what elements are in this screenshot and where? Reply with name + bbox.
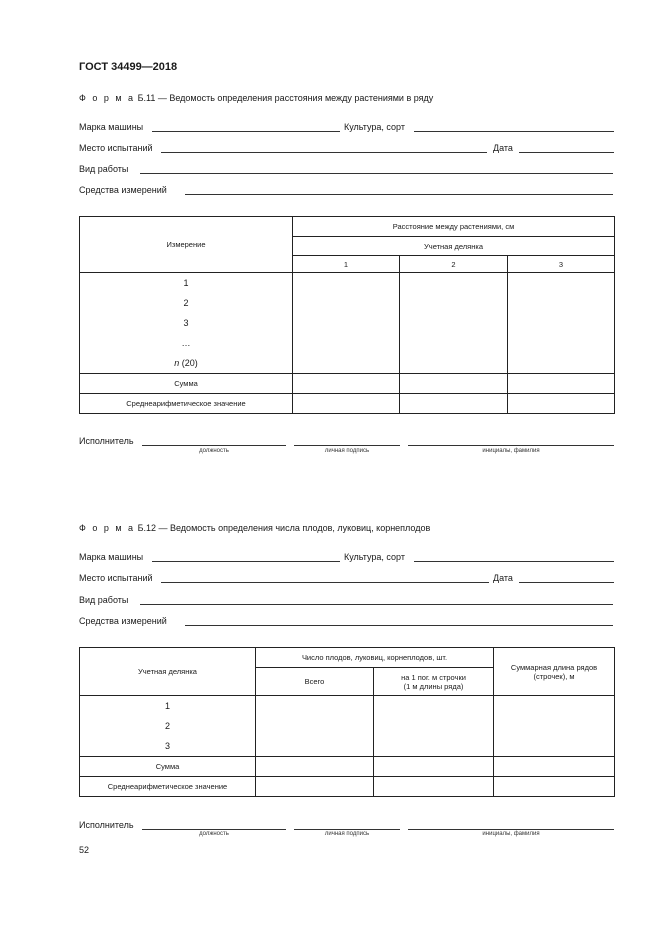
cell-sum-total[interactable]: [256, 757, 374, 777]
signature-name-line[interactable]: [408, 445, 614, 446]
cell-mean-total[interactable]: [256, 777, 374, 797]
field-tools-line[interactable]: [185, 625, 613, 626]
row-sum-label: Сумма: [80, 374, 293, 394]
field-label-machine: Марка машины: [79, 122, 144, 132]
signature-label: Исполнитель: [79, 820, 134, 830]
row-length-line2: (строчек), м: [533, 671, 575, 681]
cell-mean-1[interactable]: [293, 394, 400, 414]
n-count: (20): [181, 358, 198, 368]
measurement-numbers: [80, 273, 293, 374]
row-mean-label: Среднеарифметическое значение: [80, 394, 293, 414]
col-header-count: Число плодов, луковиц, корнеплодов, шт.: [256, 648, 494, 668]
measurement-row-label: …: [181, 338, 191, 348]
col-header-per-meter: [374, 668, 494, 696]
field-label-tools: Средства измерений: [79, 185, 167, 195]
cell-sum-row-length[interactable]: [494, 757, 615, 777]
field-work-line[interactable]: [140, 173, 613, 174]
form-b11-table: [79, 216, 615, 414]
per-meter-line1: на 1 пог. м строчки: [401, 672, 466, 682]
col-header-plot-3: 3: [508, 256, 615, 273]
plot-numbers: [80, 696, 256, 757]
field-culture-line[interactable]: [414, 561, 614, 562]
col-header-plot-2: 2: [400, 256, 508, 273]
field-label-culture: Культура, сорт: [344, 552, 405, 562]
signature-sign-line[interactable]: [294, 445, 400, 446]
form-b12-title: [79, 523, 430, 533]
signature-label: Исполнитель: [79, 436, 134, 446]
col-header-row-length: [494, 648, 615, 696]
cell-mean-3[interactable]: [508, 394, 615, 414]
field-label-place: Место испытаний: [79, 143, 153, 153]
cell-plot-2[interactable]: [400, 273, 508, 374]
plot-row-label: 1: [164, 701, 170, 711]
cell-sum-1[interactable]: [293, 374, 400, 394]
cell-sum-per-meter[interactable]: [374, 757, 494, 777]
page-number: 52: [79, 845, 90, 855]
cell-sum-3[interactable]: [508, 374, 615, 394]
form-title-text: Б.11 — Ведомость определения расстояния между растениями в ряду: [137, 93, 434, 103]
col-header-plot: Учетная делянка: [80, 648, 256, 696]
caption-signature: личная подпись: [324, 831, 370, 837]
row-sum-label: Сумма: [80, 757, 256, 777]
field-place-line[interactable]: [161, 152, 487, 153]
row-mean-label: Среднеарифметическое значение: [80, 777, 256, 797]
col-header-distance: Расстояние между растениями, см: [293, 217, 615, 237]
measurement-row-label: 2: [183, 298, 189, 308]
field-label-tools: Средства измерений: [79, 616, 167, 626]
cell-mean-2[interactable]: [400, 394, 508, 414]
document-header: ГОСТ 34499—2018: [79, 61, 178, 73]
field-label-date: Дата: [493, 143, 513, 153]
form-prefix: Ф о р м а: [79, 93, 136, 103]
field-machine-line[interactable]: [152, 561, 340, 562]
signature-name-line[interactable]: [408, 829, 614, 830]
field-label-work: Вид работы: [79, 164, 129, 174]
field-tools-line[interactable]: [185, 194, 613, 195]
field-date-line[interactable]: [519, 152, 614, 153]
caption-position: должность: [199, 448, 229, 454]
cell-plot-3[interactable]: [508, 273, 615, 374]
field-culture-line[interactable]: [414, 131, 614, 132]
signature-sign-line[interactable]: [294, 829, 400, 830]
measurement-row-label-n: [80, 353, 292, 373]
field-label-machine: Марка машины: [79, 552, 144, 562]
cell-per-meter[interactable]: [374, 696, 494, 757]
plot-row-label: 3: [164, 741, 170, 751]
caption-position: должность: [199, 831, 229, 837]
measurement-row-label: 1: [183, 278, 189, 288]
form-title-text: Б.12 — Ведомость определения числа плодов, луковиц, корнеплодов: [137, 523, 431, 533]
cell-mean-row-length[interactable]: [494, 777, 615, 797]
caption-name: инициалы, фамилия: [482, 831, 540, 837]
row-length-line1: Суммарная длина рядов: [510, 662, 598, 672]
n-italic: n: [174, 358, 180, 368]
field-machine-line[interactable]: [152, 131, 340, 132]
field-place-line[interactable]: [161, 582, 489, 583]
caption-name: инициалы, фамилия: [482, 448, 540, 454]
cell-mean-per-meter[interactable]: [374, 777, 494, 797]
field-label-work: Вид работы: [79, 595, 129, 605]
form-b12-table: [79, 647, 615, 797]
signature-position-line[interactable]: [142, 829, 286, 830]
form-prefix: Ф о р м а: [79, 523, 136, 533]
field-label-culture: Культура, сорт: [344, 122, 405, 132]
col-header-plot-1: 1: [293, 256, 400, 273]
col-header-plot: Учетная делянка: [293, 237, 615, 256]
col-header-total: Всего: [256, 668, 374, 696]
field-label-date: Дата: [493, 573, 513, 583]
cell-total[interactable]: [256, 696, 374, 757]
cell-row-length[interactable]: [494, 696, 615, 757]
col-header-measure: Измерение: [80, 217, 293, 273]
form-b11-title: [79, 93, 433, 103]
cell-sum-2[interactable]: [400, 374, 508, 394]
field-work-line[interactable]: [140, 604, 613, 605]
measurement-row-label: 3: [183, 318, 189, 328]
per-meter-line2: (1 м длины ряда): [403, 681, 464, 691]
signature-position-line[interactable]: [142, 445, 286, 446]
cell-plot-1[interactable]: [293, 273, 400, 374]
field-date-line[interactable]: [519, 582, 614, 583]
caption-signature: личная подпись: [324, 448, 370, 454]
field-label-place: Место испытаний: [79, 573, 153, 583]
plot-row-label: 2: [164, 721, 170, 731]
